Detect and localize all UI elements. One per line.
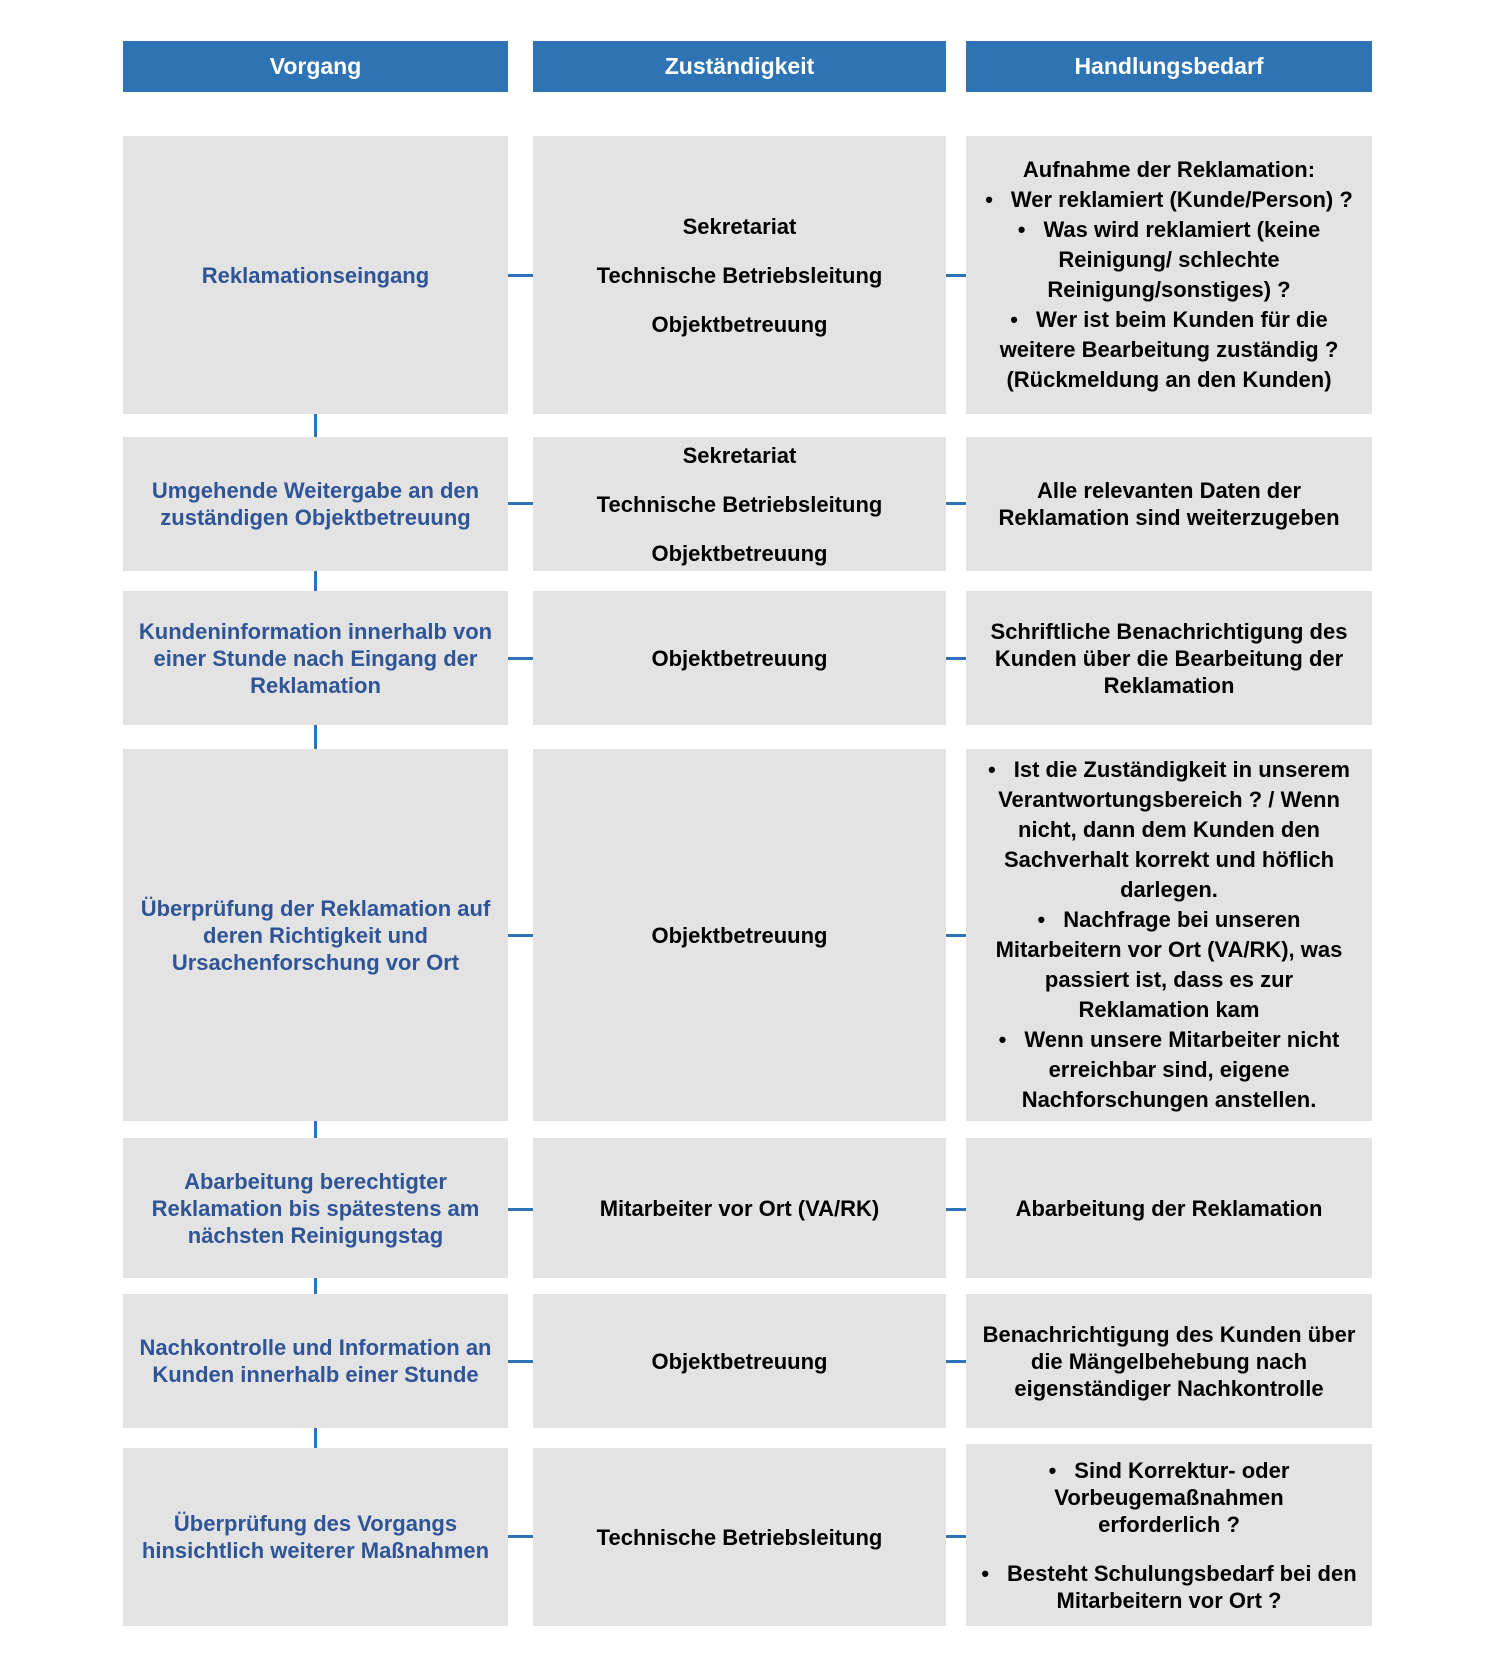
zustaendigkeit-line: Objektbetreuung <box>651 540 828 566</box>
connector-h <box>508 1535 533 1538</box>
handlungsbedarf-bullet <box>976 1457 1362 1538</box>
bullet-text: Besteht Schulungsbedarf bei den Mitarbeitern vor Ort ? <box>1007 1560 1357 1613</box>
header-vorgang: Vorgang <box>123 41 508 92</box>
vorgang-text: Reklamationseingang <box>201 262 430 288</box>
zustaendigkeit-line: Mitarbeiter vor Ort (VA/RK) <box>599 1195 880 1221</box>
zustaendigkeit-box <box>533 437 946 571</box>
vorgang-box <box>123 136 508 414</box>
zustaendigkeit-line: Objektbetreuung <box>651 645 828 671</box>
handlungsbedarf-intro: Aufnahme der Reklamation: <box>1022 157 1316 182</box>
handlungsbedarf-text: Alle relevanten Daten der Reklamation sind weiterzugeben <box>998 478 1340 530</box>
zustaendigkeit-box <box>533 1448 946 1626</box>
handlungsbedarf-bullet <box>976 215 1362 305</box>
connector-h <box>946 657 966 660</box>
connector-v <box>314 725 317 749</box>
header-zustaendigkeit: Zuständigkeit <box>533 41 946 92</box>
connector-v <box>314 1428 317 1448</box>
handlungsbedarf-box <box>966 1138 1372 1278</box>
vorgang-text: Überprüfung der Reklamation auf deren Richtigkeit und Ursachenforschung vor Ort <box>140 895 491 975</box>
vorgang-text: Kundeninformation innerhalb von einer Stunde nach Eingang der Reklamation <box>138 618 493 698</box>
zustaendigkeit-line: Technische Betriebsleitung <box>596 491 883 517</box>
handlungsbedarf-bullet <box>985 185 1353 215</box>
connector-h <box>946 1208 966 1211</box>
vorgang-box <box>123 1138 508 1278</box>
bullet-text: Nachfrage bei unseren Mitarbeitern vor Ort (VA/RK), was passiert ist, dass es zur Reklamation kam <box>995 907 1343 1022</box>
zustaendigkeit-box <box>533 136 946 414</box>
zustaendigkeit-line: Technische Betriebsleitung <box>596 1524 883 1550</box>
connector-h <box>946 502 966 505</box>
connector-h <box>946 934 966 937</box>
bullet-text: Ist die Zuständigkeit in unserem Verantwortungsbereich ? / Wenn nicht, dann dem Kunden den Sachverhalt korrekt und höflich darlegen. <box>998 757 1350 902</box>
bullet-text: Sind Korrektur- oder Vorbeugemaßnahmen erforderlich ? <box>1054 1457 1290 1537</box>
vorgang-box <box>123 437 508 571</box>
connector-v <box>314 1121 317 1138</box>
handlungsbedarf-box <box>966 136 1372 414</box>
handlungsbedarf-text: Abarbeitung der Reklamation <box>1015 1195 1323 1221</box>
handlungsbedarf-bullet <box>976 905 1362 1025</box>
vorgang-box <box>123 749 508 1121</box>
handlungsbedarf-box <box>966 591 1372 725</box>
vorgang-text: Überprüfung des Vorgangs hinsichtlich weiterer Maßnahmen <box>141 1511 490 1563</box>
bullet-text: Wenn unsere Mitarbeiter nicht erreichbar sind, eigene Nachforschungen anstellen. <box>1021 1027 1340 1112</box>
connector-h <box>508 934 533 937</box>
connector-h <box>508 1208 533 1211</box>
vorgang-box <box>123 1448 508 1626</box>
vorgang-box <box>123 591 508 725</box>
bullet-text: Was wird reklamiert (keine Reinigung/ schlechte Reinigung/sonstiges) ? <box>1043 217 1321 302</box>
handlungsbedarf-text: Benachrichtigung des Kunden über die Mängelbehebung nach eigenständiger Nachkontrolle <box>982 1321 1356 1401</box>
zustaendigkeit-box <box>533 1294 946 1428</box>
handlungsbedarf-box <box>966 1444 1372 1626</box>
connector-h <box>508 274 533 277</box>
handlungsbedarf-bullet <box>976 1560 1362 1614</box>
connector-v <box>314 1278 317 1294</box>
connector-h <box>946 1535 966 1538</box>
zustaendigkeit-line: Technische Betriebsleitung <box>596 262 883 288</box>
handlungsbedarf-text: Schriftliche Benachrichtigung des Kunden über die Bearbeitung der Reklamation <box>990 618 1348 698</box>
zustaendigkeit-box <box>533 591 946 725</box>
zustaendigkeit-box <box>533 749 946 1121</box>
zustaendigkeit-box <box>533 1138 946 1278</box>
vorgang-text: Umgehende Weitergabe an den zuständigen Objektbetreuung <box>151 478 480 530</box>
connector-h <box>946 1360 966 1363</box>
header-handlungsbedarf: Handlungsbedarf <box>966 41 1372 92</box>
handlungsbedarf-bullet <box>976 1025 1362 1115</box>
handlungsbedarf-box <box>966 1294 1372 1428</box>
connector-h <box>508 1360 533 1363</box>
bullet-text: Wer ist beim Kunden für die weitere Bearbeitung zuständig ? (Rückmeldung an den Kunden) <box>999 307 1339 392</box>
zustaendigkeit-line: Objektbetreuung <box>651 1348 828 1374</box>
zustaendigkeit-line: Objektbetreuung <box>651 311 828 337</box>
zustaendigkeit-line: Sekretariat <box>682 442 797 468</box>
zustaendigkeit-line: Objektbetreuung <box>651 922 828 948</box>
vorgang-box <box>123 1294 508 1428</box>
connector-h <box>508 657 533 660</box>
bullet-text: Wer reklamiert (Kunde/Person) ? <box>1010 187 1353 212</box>
handlungsbedarf-bullet <box>976 755 1362 905</box>
handlungsbedarf-bullet <box>976 305 1362 395</box>
vorgang-text: Abarbeitung berechtigter Reklamation bis spätestens am nächsten Reinigungstag <box>151 1168 480 1248</box>
connector-v <box>314 571 317 591</box>
connector-h <box>946 274 966 277</box>
connector-v <box>314 414 317 437</box>
connector-h <box>508 502 533 505</box>
vorgang-text: Nachkontrolle und Information an Kunden innerhalb einer Stunde <box>139 1335 492 1387</box>
zustaendigkeit-line: Sekretariat <box>682 213 797 239</box>
handlungsbedarf-box <box>966 437 1372 571</box>
handlungsbedarf-box <box>966 749 1372 1121</box>
